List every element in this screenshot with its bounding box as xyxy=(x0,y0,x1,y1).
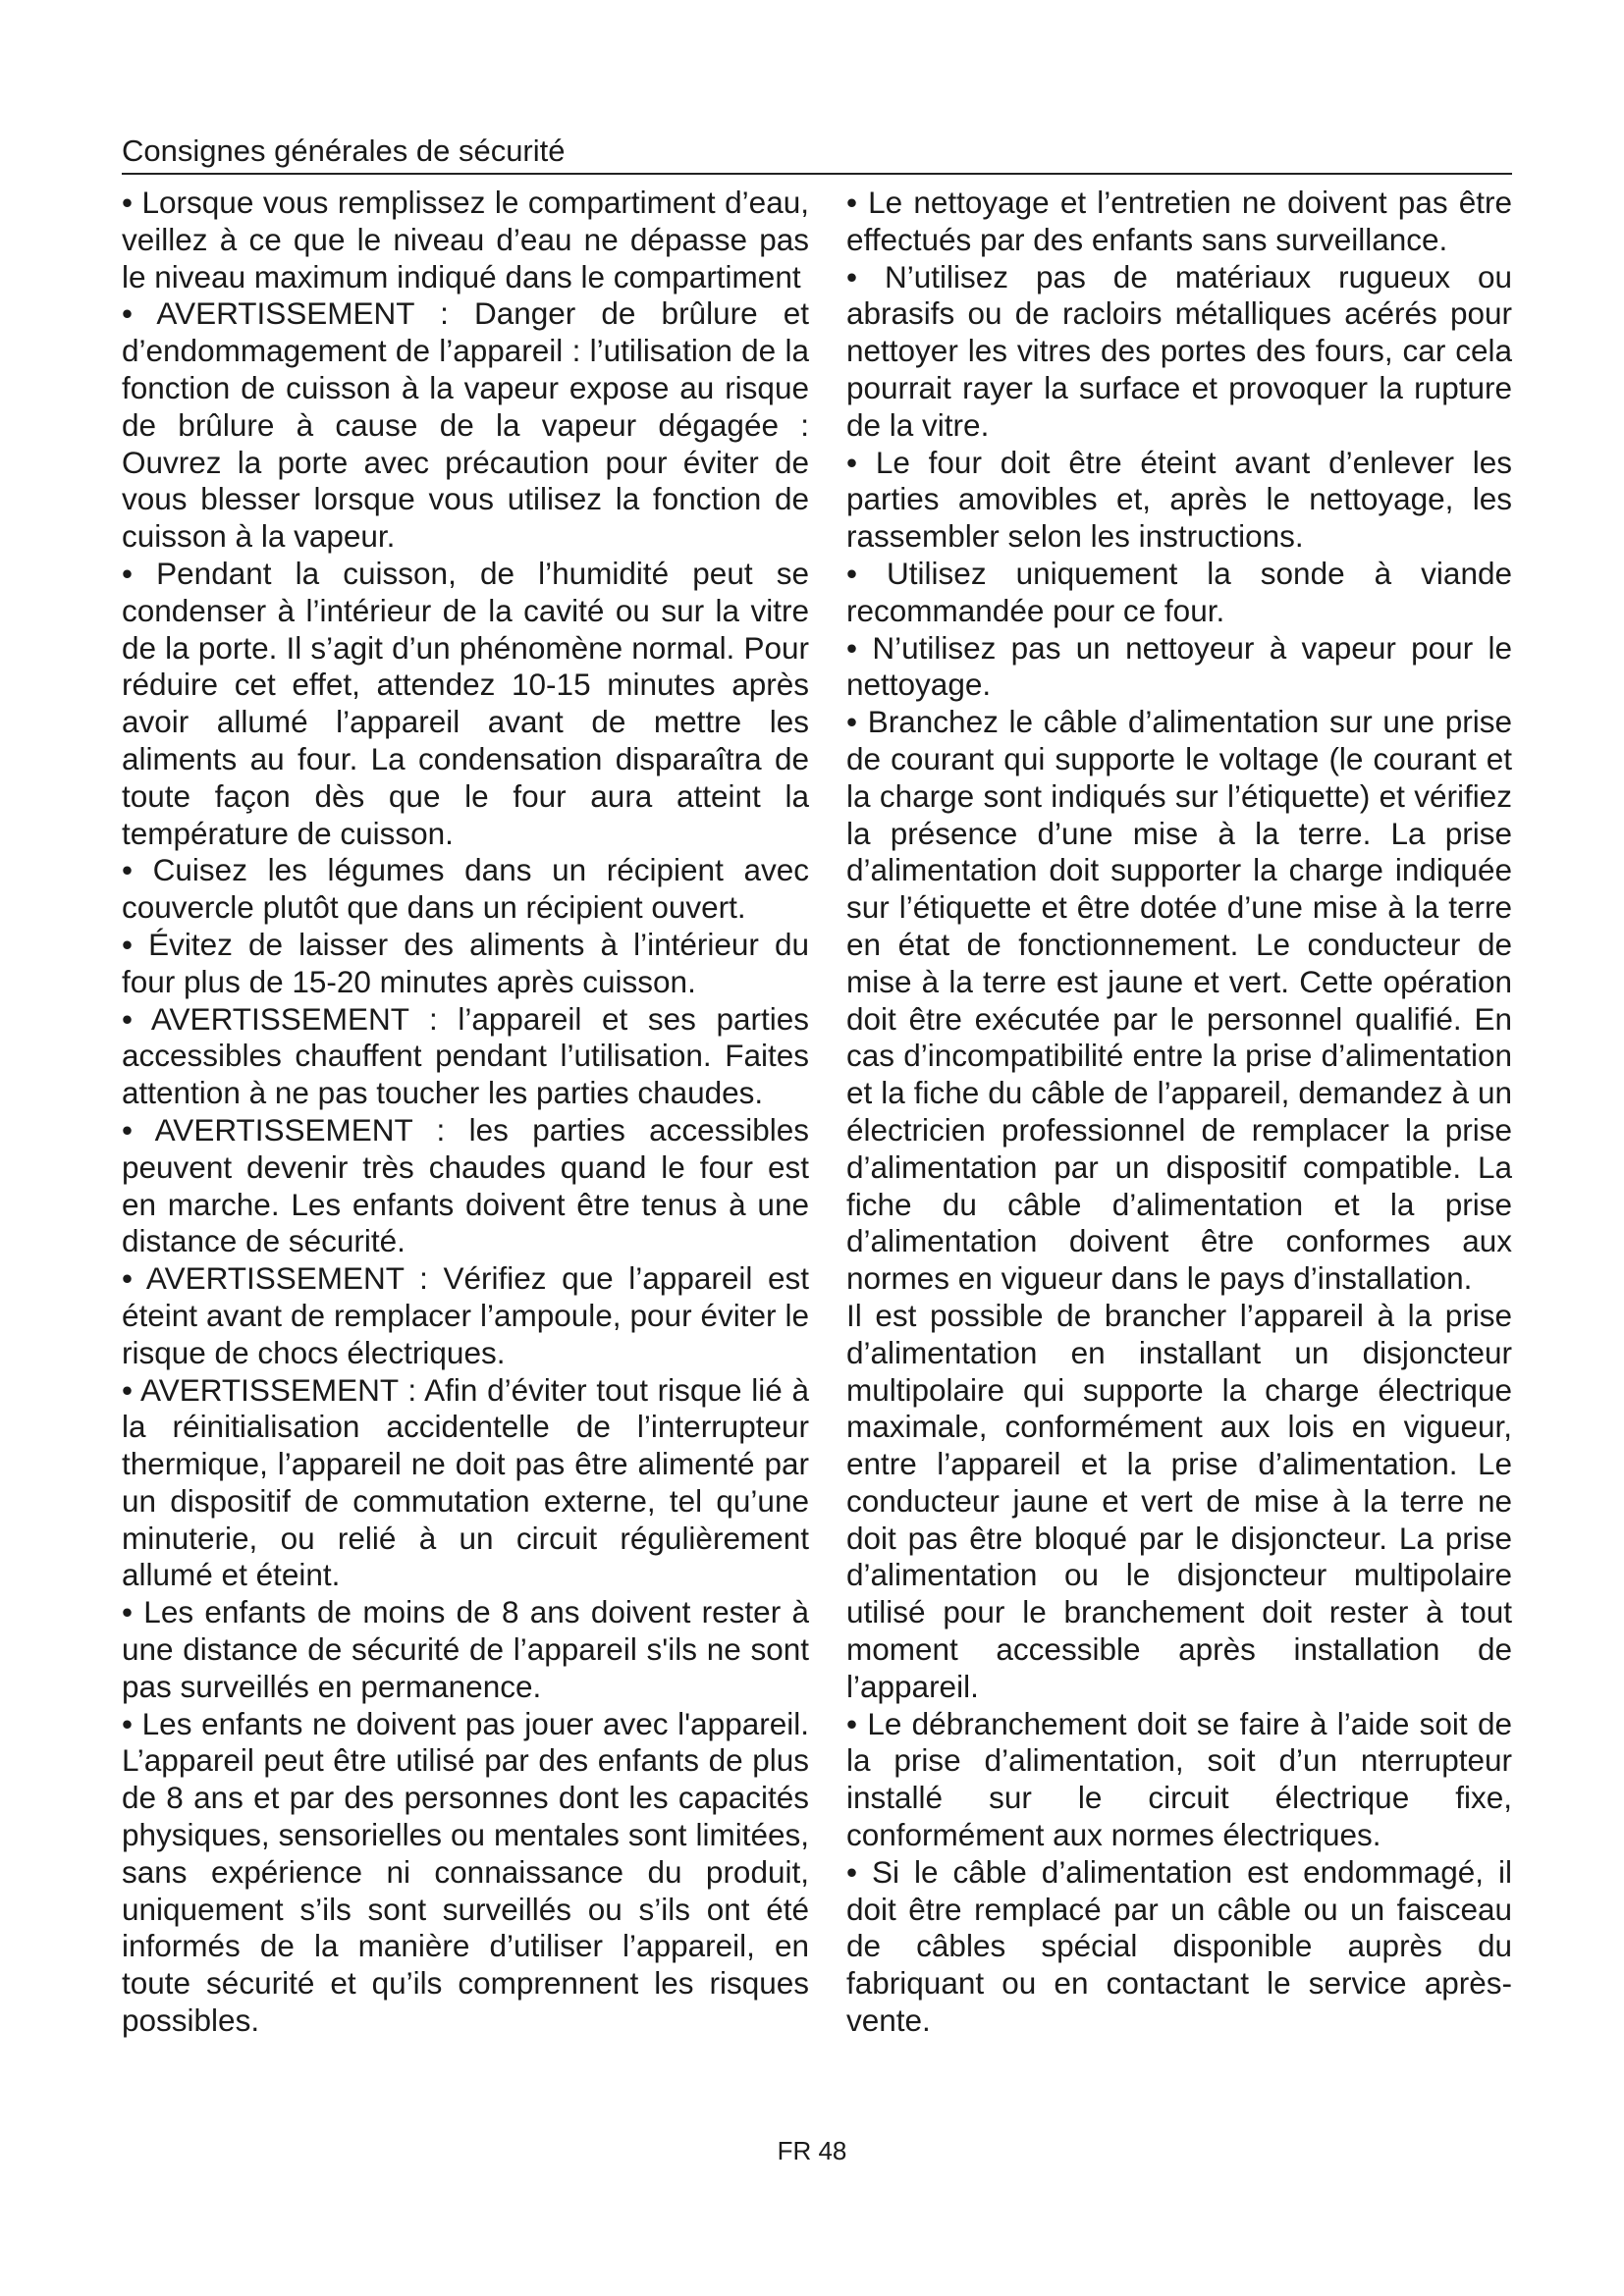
paragraph: • N’utilisez pas un nettoyeur à vapeur pour le nettoyage. xyxy=(846,629,1512,703)
paragraph: • Le four doit être éteint avant d’enlever les parties amovibles et, après le nettoyage, les rassembler selon les instructions. xyxy=(846,444,1512,555)
paragraph: • Branchez le câble d’alimentation sur une prise de courant qui supporte le voltage (le courant et la charge sont indiqués sur l’étiquette) et vérifiez la présence d’une mise à la terre. La prise d’alimentation doit supporter la charge indiquée sur l’étiquette et être dotée d’une mise à la terre en état de fonctionnement. Le conducteur de mise à la terre est jaune et vert. Cette opération doit être exécutée par le personnel qualifié. En cas d’incompatibilité entre la prise d’alimentation et la fiche du câble de l’appareil, demandez à un électricien professionnel de remplacer la prise d’alimentation par un dispositif compatible. La fiche du câble d’alimentation et la prise d’alimentation doivent être conformes aux normes en vigueur dans le pays d’installation. xyxy=(846,704,1512,1297)
section-header xyxy=(122,133,1512,175)
paragraph: • Le nettoyage et l’entretien ne doivent pas être effectués par des enfants sans surveillance. xyxy=(846,185,1512,257)
paragraph: • Lorsque vous remplissez le compartiment d’eau, veillez à ce que le niveau d’eau ne dépasse pas le niveau maximum indiqué dans le compartiment xyxy=(122,185,809,294)
paragraph: • Le débranchement doit se faire à l’aide soit de la prise d’alimentation, soit d’un nterrupteur installé sur le circuit électrique fixe, conformément aux normes électriques. xyxy=(846,1705,1512,1853)
section-title: Consignes générales de sécurité xyxy=(122,133,566,168)
page-number: FR 48 xyxy=(777,2136,847,2165)
paragraph: • AVERTISSEMENT : les parties accessibles peuvent devenir très chaudes quand le four est en marche. Les enfants doivent être tenus à une distance de sécurité. xyxy=(122,1111,809,1259)
paragraph: • AVERTISSEMENT : Vérifiez que l’appareil est éteint avant de remplacer l’ampoule, pour éviter le risque de chocs électriques. xyxy=(122,1260,809,1370)
right-column xyxy=(846,185,1512,2040)
paragraph: Il est possible de brancher l’appareil à la prise d’alimentation en installant un disjoncteur multipolaire qui supporte la charge électrique maximale, conformément aux lois en vigueur, entre l’appareil et la prise d’alimentation. Le conducteur jaune et vert de mise à la terre ne doit pas être bloqué par le disjoncteur. La prise d’alimentation ou le disjoncteur multipolaire utilisé pour le branchement doit rester à tout moment accessible après installation de l’appareil. xyxy=(846,1297,1512,1704)
paragraph: • Utilisez uniquement la sonde à viande recommandée pour ce four. xyxy=(846,555,1512,628)
paragraph: • Les enfants ne doivent pas jouer avec l'appareil. L’appareil peut être utilisé par des enfants de plus de 8 ans et par des personnes dont les capacités physiques, sensorielles ou mentales sont limitées, sans expérience ni connaissance du produit, uniquement s’ils sont surveillés ou s’ils ont été informés de la manière d’utiliser l’appareil, en toute sécurité et qu’ils comprennent les risques possibles. xyxy=(122,1705,809,2039)
paragraph: • Pendant la cuisson, de l’humidité peut se condenser à l’intérieur de la cavité ou sur la vitre de la porte. Il s’agit d’un phénomène normal. Pour réduire cet effet, attendez 10-15 minutes après avoir allumé l’appareil avant de mettre les aliments au four. La condensation disparaîtra de toute façon dès que le four aura atteint la température de cuisson. xyxy=(122,555,809,851)
left-column xyxy=(122,185,809,2040)
paragraph: • N’utilisez pas de matériaux rugueux ou abrasifs ou de racloirs métalliques acérés pour nettoyer les vitres des portes des fours, car cela pourrait rayer la surface et provoquer la rupture de la vitre. xyxy=(846,258,1512,443)
paragraph: • Les enfants de moins de 8 ans doivent rester à une distance de sécurité de l’appareil s'ils ne sont pas surveillés en permanence. xyxy=(122,1594,809,1704)
paragraph: • AVERTISSEMENT : Danger de brûlure et d’endommagement de l’appareil : l’utilisation de la fonction de cuisson à la vapeur expose au risque de brûlure à cause de la vapeur dégagée : Ouvrez la porte avec précaution pour éviter de vous blesser lorsque vous utilisez la fonction de cuisson à la vapeur. xyxy=(122,295,809,555)
paragraph: • AVERTISSEMENT : Afin d’éviter tout risque lié à la réinitialisation accidentelle de l’interrupteur thermique, l’appareil ne doit pas être alimenté par un dispositif de commutation externe, tel qu’une minuterie, ou relié à un circuit régulièrement allumé et éteint. xyxy=(122,1371,809,1593)
paragraph: • Si le câble d’alimentation est endommagé, il doit être remplacé par un câble ou un faisceau de câbles spécial disponible auprès du fabriquant ou en contactant le service après-vente. xyxy=(846,1853,1512,2039)
paragraph: • AVERTISSEMENT : l’appareil et ses parties accessibles chauffent pendant l’utilisation. Faites attention à ne pas toucher les parties chaudes. xyxy=(122,1000,809,1111)
paragraph: • Cuisez les légumes dans un récipient avec couvercle plutôt que dans un récipient ouvert. xyxy=(122,852,809,926)
paragraph: • Évitez de laisser des aliments à l’intérieur du four plus de 15-20 minutes après cuisson. xyxy=(122,926,809,999)
